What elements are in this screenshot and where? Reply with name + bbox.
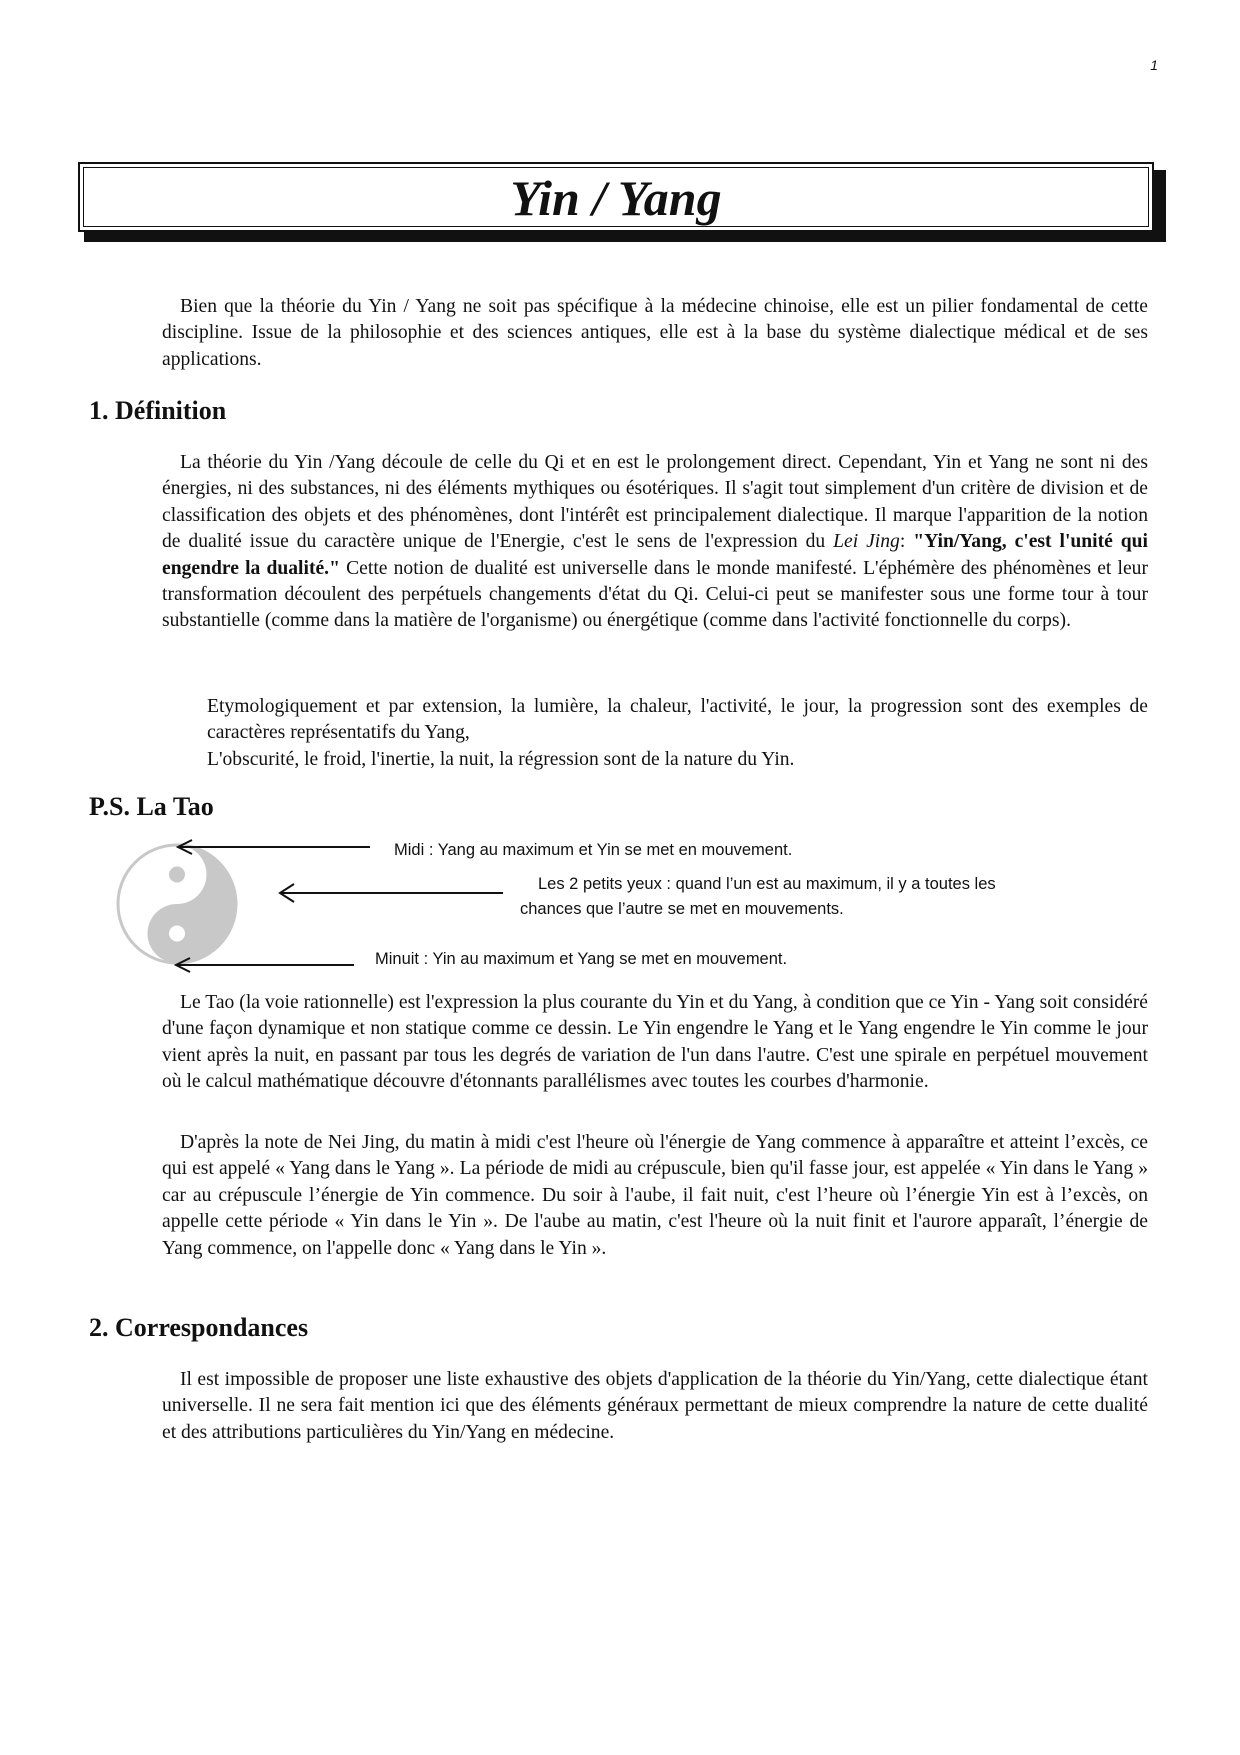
arrow-left-icon — [280, 884, 503, 902]
arrow-left-icon — [176, 958, 354, 972]
definition-colon: : — [899, 531, 914, 553]
yin-examples-paragraph: L'obscurité, le froid, l'inertie, la nuit, la régression sont de la nature du Yin. — [207, 749, 795, 770]
page-title: Yin / Yang — [510, 170, 722, 226]
definition-text-1: La théorie du Yin /Yang découle de celle du Qi et en est le prolongement direct. Cependant, Yin et Yang ne sont ni des énergies, ni des substances, ni des éléments mythiques ou ésotériques. Il s'agit tout simplement d'un critère de division et de classification des objets et des phénomènes, dont l'intérêt est principalement dialectique. Il marque l'apparition de la notion de dualité issue du caractère unique de l'Energie, c'est le sens de l'expression du — [162, 452, 1148, 553]
tao-paragraph: Le Tao (la voie rationnelle) est l'expression la plus courante du Yin et du Yang, à condition que ce Yin - Yang soit considéré d'une façon dynamique et non statique comme ce dessin. Le Yin engendre le Yang et le Yang engendre le Yin comme le jour vient après la nuit, en passant par tous les degrés de variation de l'un dans l'autre. C'est une spirale en perpétuel mouvement où le calcul mathématique découvre d'étonnants parallélismes avec toutes les courbes d'harmonie. — [162, 992, 1148, 1093]
definition-text-2: Cette notion de dualité est universelle dans le monde manifesté. L'éphémère des phénomènes et leur transformation découlent des perpétuels changements d'état du Qi. Celui-ci peut se manifester sous une forme tour à tour substantielle (comme dans la matière de l'organisme) ou énergétique (comme dans l'activité fonctionnelle du corps). — [162, 557, 1148, 632]
correspondances-paragraph: Il est impossible de proposer une liste exhaustive des objets d'application de la théorie du Yin/Yang, cette dialectique étant universelle. Il ne sera fait mention ici que des éléments généraux permettant de mieux comprendre la nature de cette dualité et des attributions particulières du Yin/Yang en médecine. — [162, 1369, 1148, 1443]
lei-jing-source: Lei Jing — [833, 531, 900, 553]
yin-yang-icon — [118, 845, 236, 963]
section-heading-definition: 1. Définition — [89, 396, 227, 425]
lei-jing-quote: "Yin/Yang, c'est l'unité qui engendre la dualité." — [162, 531, 1148, 579]
intro-paragraph: Bien que la théorie du Yin / Yang ne soit pas spécifique à la médecine chinoise, elle est un pilier fondamental de cette discipline. Issue de la philosophie et des sciences antiques, elle est à la base du système dialectique médical et de ses applications. — [162, 296, 1148, 370]
label-petits-yeux-line1: Les 2 petits yeux : quand l’un est au maximum, il y a toutes les — [538, 875, 996, 893]
label-minuit: Minuit : Yin au maximum et Yang se met en mouvement. — [375, 950, 788, 968]
nei-jing-paragraph: D'après la note de Nei Jing, du matin à midi c'est l'heure où l'énergie de Yang commence à apparaître et atteint l’excès, ce qui est appelé « Yang dans le Yang ». La période de midi au crépuscule, bien qu'il fasse jour, est appelée « Yin dans le Yang » car au crépuscule l’énergie de Yin commence. Du soir à l'aube, il fait nuit, c'est l’heure où l’énergie Yin est à l’excès, on appelle cette période « Yin dans le Yin ». De l'aube au matin, c'est l'heure où la nuit finit et l'aurore apparaît, l’énergie de Yang commence, on l'appelle donc « Yang dans le Yin ». — [162, 1132, 1148, 1259]
section-heading-tao: P.S. La Tao — [89, 792, 214, 821]
page-number: 1 — [1150, 57, 1158, 73]
label-petits-yeux-line2: chances que l’autre se met en mouvements. — [520, 900, 844, 918]
yang-examples-paragraph: Etymologiquement et par extension, la lumière, la chaleur, l'activité, le jour, la progression sont des exemples de caractères représentatifs du Yang, — [207, 696, 1148, 744]
label-midi: Midi : Yang au maximum et Yin se met en mouvement. — [394, 841, 793, 859]
section-heading-correspondances: 2. Correspondances — [89, 1313, 309, 1342]
